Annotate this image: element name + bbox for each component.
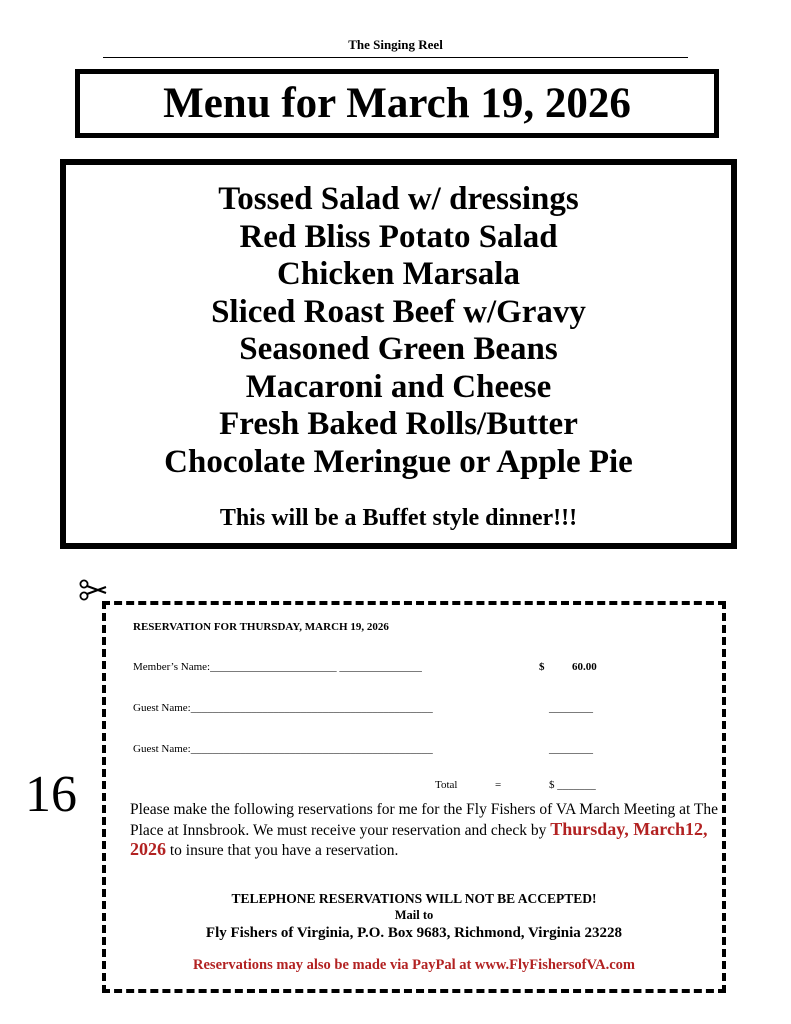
header-rule bbox=[103, 57, 688, 58]
guest-name-line: Guest Name:____________________________________________ bbox=[133, 702, 433, 714]
scissors-icon bbox=[79, 578, 107, 602]
menu-item: Red Bliss Potato Salad bbox=[239, 218, 558, 255]
menu-item: Chocolate Meringue or Apple Pie bbox=[164, 443, 633, 480]
newsletter-title: The Singing Reel bbox=[348, 37, 443, 52]
reservation-heading: RESERVATION FOR THURSDAY, MARCH 19, 2026 bbox=[133, 621, 389, 633]
buffet-note: This will be a Buffet style dinner!!! bbox=[219, 505, 578, 531]
menu-box bbox=[60, 159, 737, 549]
total-label: Total bbox=[435, 779, 458, 791]
guest-amount-blank: ________ bbox=[549, 743, 593, 755]
total-amount-blank: $ _______ bbox=[549, 779, 596, 791]
member-name-line: Member’s Name:_______________________ _______________ bbox=[133, 661, 422, 673]
menu-title: Menu for March 19, 2026 bbox=[163, 80, 631, 127]
title-box bbox=[75, 69, 719, 138]
reservation-coupon bbox=[102, 601, 726, 993]
menu-item: Macaroni and Cheese bbox=[245, 368, 552, 405]
total-equals: = bbox=[495, 779, 502, 791]
instructions-text-end: to insure that you have a reservation. bbox=[166, 842, 399, 859]
menu-item: Sliced Roast Beef w/Gravy bbox=[211, 293, 586, 330]
instructions-text: Please make the following reservations for me for the Fly Fishers of VA March Meeting at The Place at Innsbrook. We must receive your reservation and check by bbox=[130, 801, 719, 839]
paypal-notice: Reservations may also be made via PayPal at www.FlyFishersofVA.com bbox=[193, 957, 635, 973]
menu-item: Seasoned Green Beans bbox=[239, 331, 558, 367]
member-dollar-sign: $ bbox=[539, 661, 545, 673]
menu-item: Chicken Marsala bbox=[277, 256, 520, 292]
guest-name-line: Guest Name:____________________________________________ bbox=[133, 743, 433, 755]
menu-list bbox=[66, 181, 731, 481]
menu-item: Tossed Salad w/ dressings bbox=[218, 181, 579, 217]
page-number: 16 bbox=[25, 766, 77, 823]
reservation-instructions bbox=[130, 800, 720, 861]
guest-amount-blank: ________ bbox=[549, 702, 593, 714]
menu-item: Fresh Baked Rolls/Butter bbox=[219, 406, 578, 442]
phone-notice: TELEPHONE RESERVATIONS WILL NOT BE ACCEPTED! bbox=[231, 891, 597, 906]
mailing-address: Fly Fishers of Virginia, P.O. Box 9683, Richmond, Virginia 23228 bbox=[205, 925, 623, 941]
deadline-date: Thursday, March12, 2026 bbox=[130, 818, 708, 859]
mail-to-label: Mail to bbox=[394, 908, 434, 922]
member-amount: 60.00 bbox=[572, 661, 597, 673]
